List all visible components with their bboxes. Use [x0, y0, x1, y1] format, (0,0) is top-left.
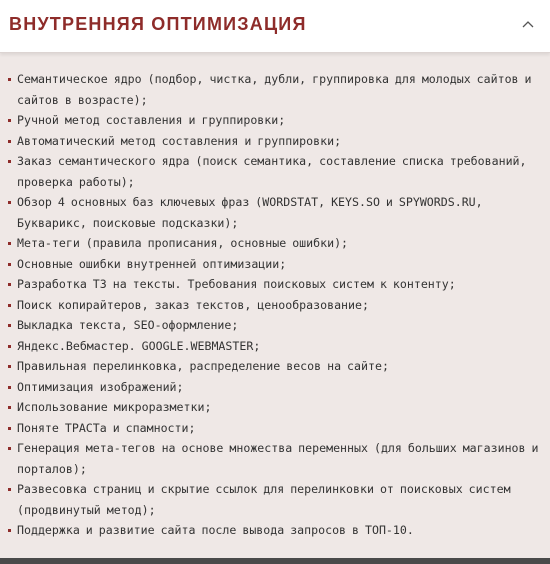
bullet-icon — [8, 427, 11, 430]
bullet-icon — [8, 345, 11, 348]
list-item — [8, 274, 540, 295]
list-item-text: Обзор 4 основных баз ключевых фраз (WORDSTAT, KEYS.SO и SPYWORDS.RU, Букварикс, поисковые подсказки); — [17, 195, 483, 230]
list-item-text: Основные ошибки внутренней оптимизации; — [17, 256, 287, 271]
list-item — [8, 254, 540, 275]
list-item-text: Мета-теги (правила прописания, основные ошибки); — [17, 236, 349, 250]
section-title: ВНУТРЕННЯЯ ОПТИМИЗАЦИЯ — [9, 14, 307, 34]
list-item-text: Семантическое ядро (подбор, чистка, дубли, группировка для молодых сайтов и сайтов в возрасте); — [17, 72, 532, 107]
chevron-up-icon[interactable] — [520, 16, 536, 32]
bullet-icon — [8, 283, 11, 286]
list-item — [8, 315, 540, 336]
list-item-text: Генерация мета-тегов на основе множества переменных (для больших магазинов и порталов); — [17, 441, 539, 476]
list-item — [8, 192, 540, 233]
bullet-icon — [8, 201, 11, 204]
list-item — [8, 295, 540, 316]
bullet-icon — [8, 304, 11, 307]
page-bottom-strip — [0, 558, 550, 564]
list-item — [8, 377, 540, 398]
list-item-text: Выкладка текста, SEO-оформление; — [17, 318, 239, 332]
list-item — [8, 336, 540, 357]
list-item — [8, 131, 540, 152]
list-item — [8, 418, 540, 439]
bullet-icon — [8, 529, 11, 532]
bullet-icon — [8, 242, 11, 245]
list-item — [8, 356, 540, 377]
topic-list — [0, 53, 550, 541]
bullet-icon — [8, 488, 11, 491]
list-item — [8, 69, 540, 110]
list-item-text: Автоматический метод составления и группировки; — [17, 133, 342, 148]
bullet-icon — [8, 119, 11, 122]
bullet-icon — [8, 386, 11, 389]
list-item-text: Яндекс.Вебмастер. GOOGLE.WEBMASTER; — [17, 338, 261, 353]
bullet-icon — [8, 406, 11, 409]
list-item-text: Оптимизация изображений; — [17, 379, 184, 394]
list-item — [8, 520, 540, 541]
list-item — [8, 479, 540, 520]
bullet-icon — [8, 263, 11, 266]
list-item-text: Поиск копирайтеров, заказ текстов, ценообразование; — [17, 297, 369, 312]
list-item-text: Правильная перелинковка, распределение весов на сайте; — [17, 359, 389, 373]
list-item-text: Поняте ТРАСТа и спамности; — [17, 420, 196, 435]
bullet-icon — [8, 140, 11, 143]
list-item-text: Заказ семантического ядра (поиск семантика, составление списка требований, проверка работы); — [17, 154, 527, 189]
list-item-text: Ручной метод составления и группировки; — [17, 113, 286, 127]
bullet-icon — [8, 365, 11, 368]
list-item-text: Поддержка и развитие сайта после вывода запросов в ТОП-10. — [17, 523, 414, 537]
list-item-text: Разработка ТЗ на тексты. Требования поисковых систем к контенту; — [17, 277, 456, 291]
list-item — [8, 110, 540, 131]
list-item — [8, 397, 540, 418]
bullet-icon — [8, 160, 11, 163]
bullet-icon — [8, 324, 11, 327]
bullet-icon — [8, 447, 11, 450]
list-item-text: Использование микроразметки; — [17, 400, 212, 414]
list-item — [8, 151, 540, 192]
list-item — [8, 233, 540, 254]
list-item-text: Развесовка страниц и скрытие ссылок для перелинковки от поисковых систем (продвинутый метод); — [17, 482, 511, 517]
list-item — [8, 438, 540, 479]
accordion-header[interactable] — [0, 0, 550, 53]
bullet-icon — [8, 78, 11, 81]
